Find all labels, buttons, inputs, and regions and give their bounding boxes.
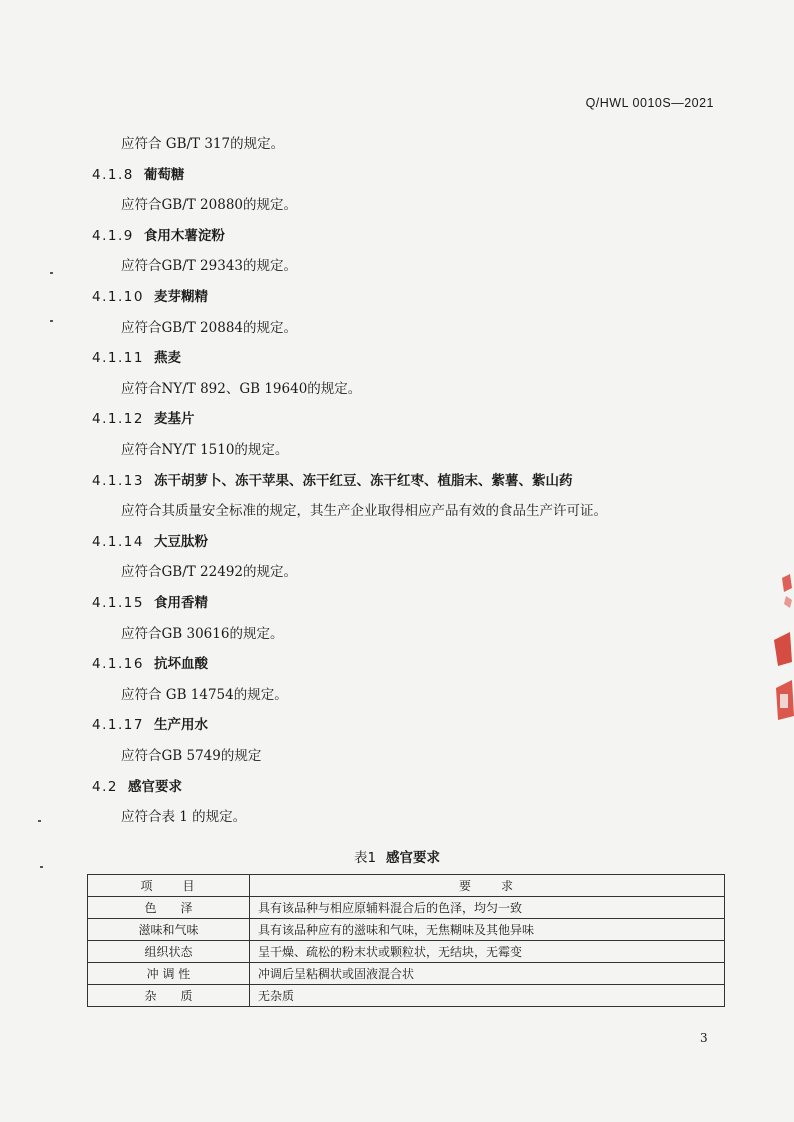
clause-number: 4.1.17 — [92, 717, 144, 733]
table-cell-item: 色 泽 — [88, 897, 250, 919]
clause-title: 食用木薯淀粉 — [143, 228, 225, 244]
clause-title: 麦芽糊精 — [153, 289, 208, 305]
table-caption — [0, 846, 794, 866]
table-header-row — [88, 875, 725, 897]
page-header-code: Q/HWL 0010S—2021 — [585, 96, 714, 110]
body-paragraph: 应符合GB/T 29343的规定。 — [121, 258, 297, 274]
clause-number: 4.1.9 — [92, 228, 134, 244]
table-row — [88, 985, 725, 1007]
table-cell-requirement: 具有该品种与相应原辅料混合后的色泽，均匀一致 — [250, 897, 725, 919]
clause-heading — [92, 285, 208, 305]
table-caption-title: 感官要求 — [386, 850, 441, 866]
body-paragraph: 应符合GB 30616的规定。 — [121, 626, 284, 642]
clause-number: 4.1.14 — [92, 534, 144, 550]
table-row — [88, 897, 725, 919]
clause-number: 4.1.8 — [92, 167, 134, 183]
clause-number: 4.1.16 — [92, 656, 144, 672]
sensory-requirements-table — [87, 874, 725, 1007]
table-header-item: 项 目 — [88, 875, 250, 897]
body-paragraph: 应符合表 1 的规定。 — [121, 809, 247, 825]
clause-heading — [92, 407, 194, 427]
table-cell-item: 滋味和气味 — [88, 919, 250, 941]
table-cell-item: 杂 质 — [88, 985, 250, 1007]
scan-speck — [50, 320, 53, 322]
clause-number: 4.1.12 — [92, 411, 144, 427]
clause-title: 食用香精 — [153, 595, 208, 611]
clause-number: 4.1.10 — [92, 289, 144, 305]
clause-heading — [92, 591, 208, 611]
clause-title: 生产用水 — [153, 717, 208, 733]
clause-title: 冻干胡萝卜、冻干苹果、冻干红豆、冻干红枣、植脂末、紫薯、紫山药 — [153, 473, 573, 489]
body-paragraph: 应符合GB/T 22492的规定。 — [121, 564, 297, 580]
clause-number: 4.1.11 — [92, 350, 144, 366]
clause-heading — [92, 224, 225, 244]
table-cell-requirement: 无杂质 — [250, 985, 725, 1007]
seal-stamp-fragment — [768, 570, 794, 730]
table-cell-item: 冲 调 性 — [88, 963, 250, 985]
body-paragraph: 应符合NY/T 1510的规定。 — [121, 442, 289, 458]
clause-number: 4.1.13 — [92, 473, 144, 489]
body-paragraph: 应符合其质量安全标准的规定，其生产企业取得相应产品有效的食品生产许可证。 — [121, 503, 607, 519]
clause-title: 葡萄糖 — [143, 167, 185, 183]
body-paragraph: 应符合 GB/T 317的规定。 — [121, 136, 285, 152]
clause-title: 麦基片 — [153, 411, 195, 427]
clause-number: 4.1.15 — [92, 595, 144, 611]
table-row — [88, 963, 725, 985]
body-paragraph: 应符合NY/T 892、GB 19640的规定。 — [121, 381, 362, 397]
body-paragraph: 应符合GB 5749的规定 — [121, 748, 262, 764]
body-paragraph: 应符合GB/T 20880的规定。 — [121, 197, 297, 213]
table-cell-requirement: 冲调后呈粘稠状或固液混合状 — [250, 963, 725, 985]
scan-speck — [38, 820, 41, 822]
body-paragraph: 应符合GB/T 20884的规定。 — [121, 320, 297, 336]
table-caption-number: 表1 — [353, 850, 377, 866]
clause-title: 抗坏血酸 — [153, 656, 208, 672]
table-header-requirement: 要 求 — [250, 875, 725, 897]
clause-heading — [92, 713, 208, 733]
clause-heading — [92, 469, 572, 489]
clause-heading — [92, 775, 182, 795]
table-cell-item: 组织状态 — [88, 941, 250, 963]
clause-title: 燕麦 — [153, 350, 181, 366]
table-row — [88, 919, 725, 941]
page-number: 3 — [700, 1031, 708, 1045]
clause-title: 大豆肽粉 — [153, 534, 208, 550]
clause-heading — [92, 530, 208, 550]
clause-title: 感官要求 — [127, 779, 182, 795]
body-paragraph: 应符合 GB 14754的规定。 — [121, 687, 288, 703]
table-cell-requirement: 具有该品种应有的滋味和气味，无焦糊味及其他异味 — [250, 919, 725, 941]
scan-speck — [40, 866, 43, 868]
clause-heading — [92, 652, 208, 672]
clause-heading — [92, 163, 184, 183]
scan-speck — [50, 272, 53, 274]
clause-number: 4.2 — [92, 779, 118, 795]
clause-heading — [92, 346, 181, 366]
table-row — [88, 941, 725, 963]
table-cell-requirement: 呈干燥、疏松的粉末状或颗粒状，无结块，无霉变 — [250, 941, 725, 963]
